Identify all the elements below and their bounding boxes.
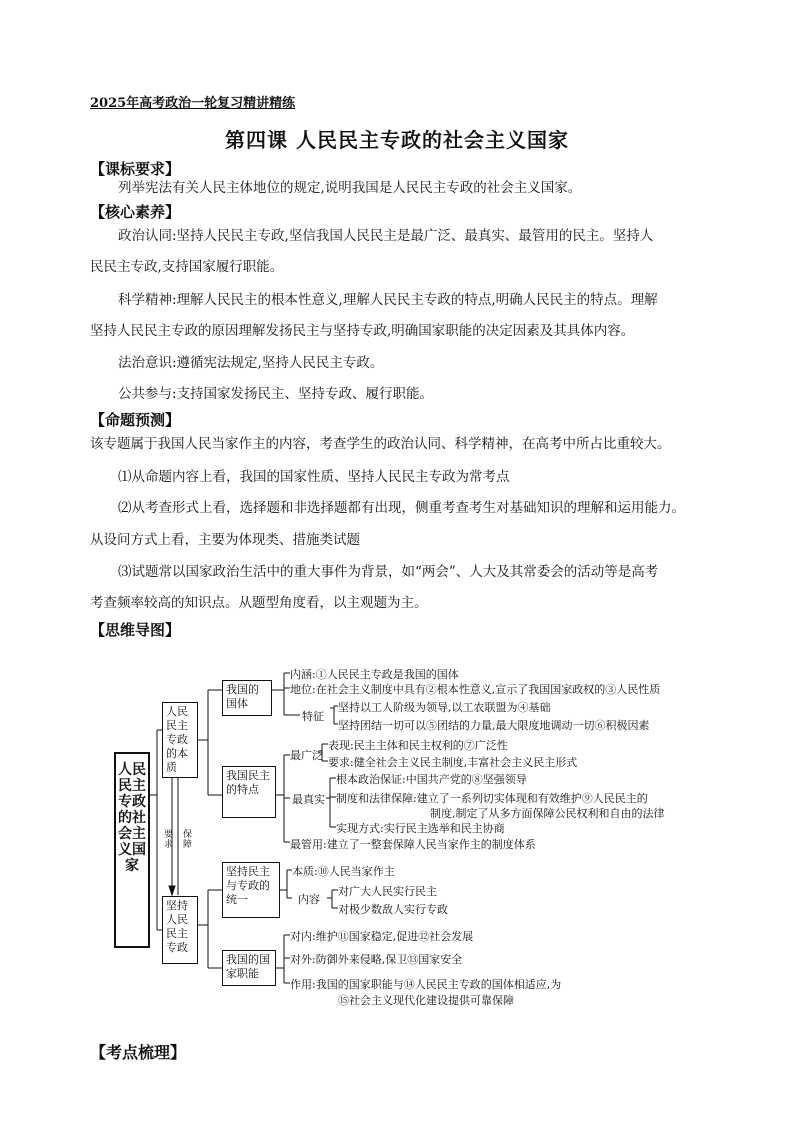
neirong-line: 对广大人民实行民主 xyxy=(338,885,437,898)
mingti-line: ⑴从命题内容上看，我国的国家性质、坚持人民民主专政为常考点 xyxy=(118,469,510,485)
zhenshi-line: 根本政治保证:中国共产党的⑧坚强领导 xyxy=(336,773,527,786)
hexin-line: 政治认同:坚持人民民主专政,坚信我国人民民主是最广泛、最真实、最管用的民主。坚持人 xyxy=(118,228,654,244)
hexin-line: 公共参与:支持国家发扬民主、坚持专政、履行职能。 xyxy=(118,386,434,402)
zhenshi-line: 制度,制定了从多方面保障公民权利和自由的法律 xyxy=(430,807,665,820)
section-kebiao: 【课标要求】 xyxy=(90,160,181,178)
zhineng-line: ⑮社会主义现代化建设提供可靠保障 xyxy=(338,994,514,1007)
hexin-line: 坚持人民民主专政的原因理解发扬民主与坚持专政,明确国家职能的决定因素及其具体内容。 xyxy=(90,323,635,339)
mingti-line: 从设问方式上看，主要为体现类、措施类试题 xyxy=(90,532,360,548)
guangfan-line: 表现:民主主体和民主权利的⑦广泛性 xyxy=(328,739,508,752)
hexin-line: 法治意识:遵循宪法规定,坚持人民民主专政。 xyxy=(118,355,384,371)
section-hexin: 【核心素养】 xyxy=(90,203,181,221)
arrow-label-baozhang: 保障 xyxy=(183,830,193,850)
mingti-line: 该专题属于我国人民当家作主的内容，考查学生的政治认同、科学精神，在高考中所占比重较大。 xyxy=(90,436,671,452)
zhineng-line: 作用:我国的国家职能与⑭人民民主专政的国体相适应,为 xyxy=(290,978,562,991)
label-zuiguangfan: 最广泛 xyxy=(290,749,323,762)
neirong-line: 对极少数敌人实行专政 xyxy=(338,903,448,916)
node-tedian: 我国民主的特点 xyxy=(222,766,276,818)
section-kaodian: 【考点梳理】 xyxy=(90,1043,187,1062)
guoti-diwei: 地位:在社会主义制度中具有②根本性意义,宣示了我国国家政权的③人民性质 xyxy=(290,683,661,696)
node-zhineng: 我国的国家职能 xyxy=(222,950,276,986)
hexin-line: 科学精神:理解人民民主的根本性意义,理解人民民主专政的特点,明确人民民主的特点。理解 xyxy=(118,292,658,308)
mingti-line: ⑵从考查形式上看，选择题和非选择题都有出现，侧重考查考生对基础知识的理解和运用能力。 xyxy=(118,500,685,516)
label-tezheng: 特征 xyxy=(302,710,324,723)
guangfan-line: 要求:健全社会主义民主制度,丰富社会主义民主形式 xyxy=(328,756,578,769)
zhineng-line: 对外:防御外来侵略,保卫⑬国家安全 xyxy=(290,953,463,966)
arrow-label-yaoqiu: 要求 xyxy=(164,830,174,850)
mingti-line: ⑶试题常以国家政治生活中的重大事件为背景，如“两会”、人大及其常委会的活动等是高考 xyxy=(118,564,659,580)
hexin-line: 民民主专政,支持国家履行职能。 xyxy=(90,259,284,275)
mindmap-root: 人民民主专政的社会主义国家 xyxy=(114,752,150,948)
zhenshi-line: 制度和法律保障:建立了一系列切实体现和有效维护⑨人民民主的 xyxy=(336,792,648,805)
node-tongyi: 坚持民主与专政的统一 xyxy=(222,862,280,918)
zuiguanyong: 最管用:建立了一整套保障人民当家作主的制度体系 xyxy=(290,838,536,851)
node-guoti: 我国的国体 xyxy=(222,680,272,716)
label-zuizhenshi: 最真实 xyxy=(292,793,325,806)
tongyi-benzhi: 本质:⑩人民当家作主 xyxy=(292,865,395,878)
page-title: 第四课 人民民主专政的社会主义国家 xyxy=(225,128,569,152)
section-siwei: 【思维导图】 xyxy=(90,621,181,639)
guoti-neihan: 内涵:①人民民主专政是我国的国体 xyxy=(290,668,459,681)
zhineng-line: 对内:维护⑪国家稳定,促进⑫社会发展 xyxy=(290,930,474,943)
tezheng-line: 坚持团结一切可以⑤团结的力量,最大限度地调动一切⑥积极因素 xyxy=(338,719,650,732)
tezheng-line: 坚持以工人阶级为领导,以工农联盟为④基础 xyxy=(338,701,551,714)
node-benzhi: 人民民主专政的本质 xyxy=(162,702,198,778)
doc-header: 2025年高考政治一轮复习精讲精练 xyxy=(90,96,296,111)
kebiao-text: 列举宪法有关人民主体地位的规定,说明我国是人民民主专政的社会主义国家。 xyxy=(118,180,582,196)
label-neirong: 内容 xyxy=(298,893,320,906)
zhenshi-line: 实现方式:实行民主选举和民主协商 xyxy=(336,822,505,835)
node-jianchi: 坚持人民民主专政 xyxy=(162,896,198,964)
section-mingti: 【命题预测】 xyxy=(90,411,181,429)
mingti-line: 考查频率较高的知识点。从题型角度看，以主观题为主。 xyxy=(90,595,428,611)
